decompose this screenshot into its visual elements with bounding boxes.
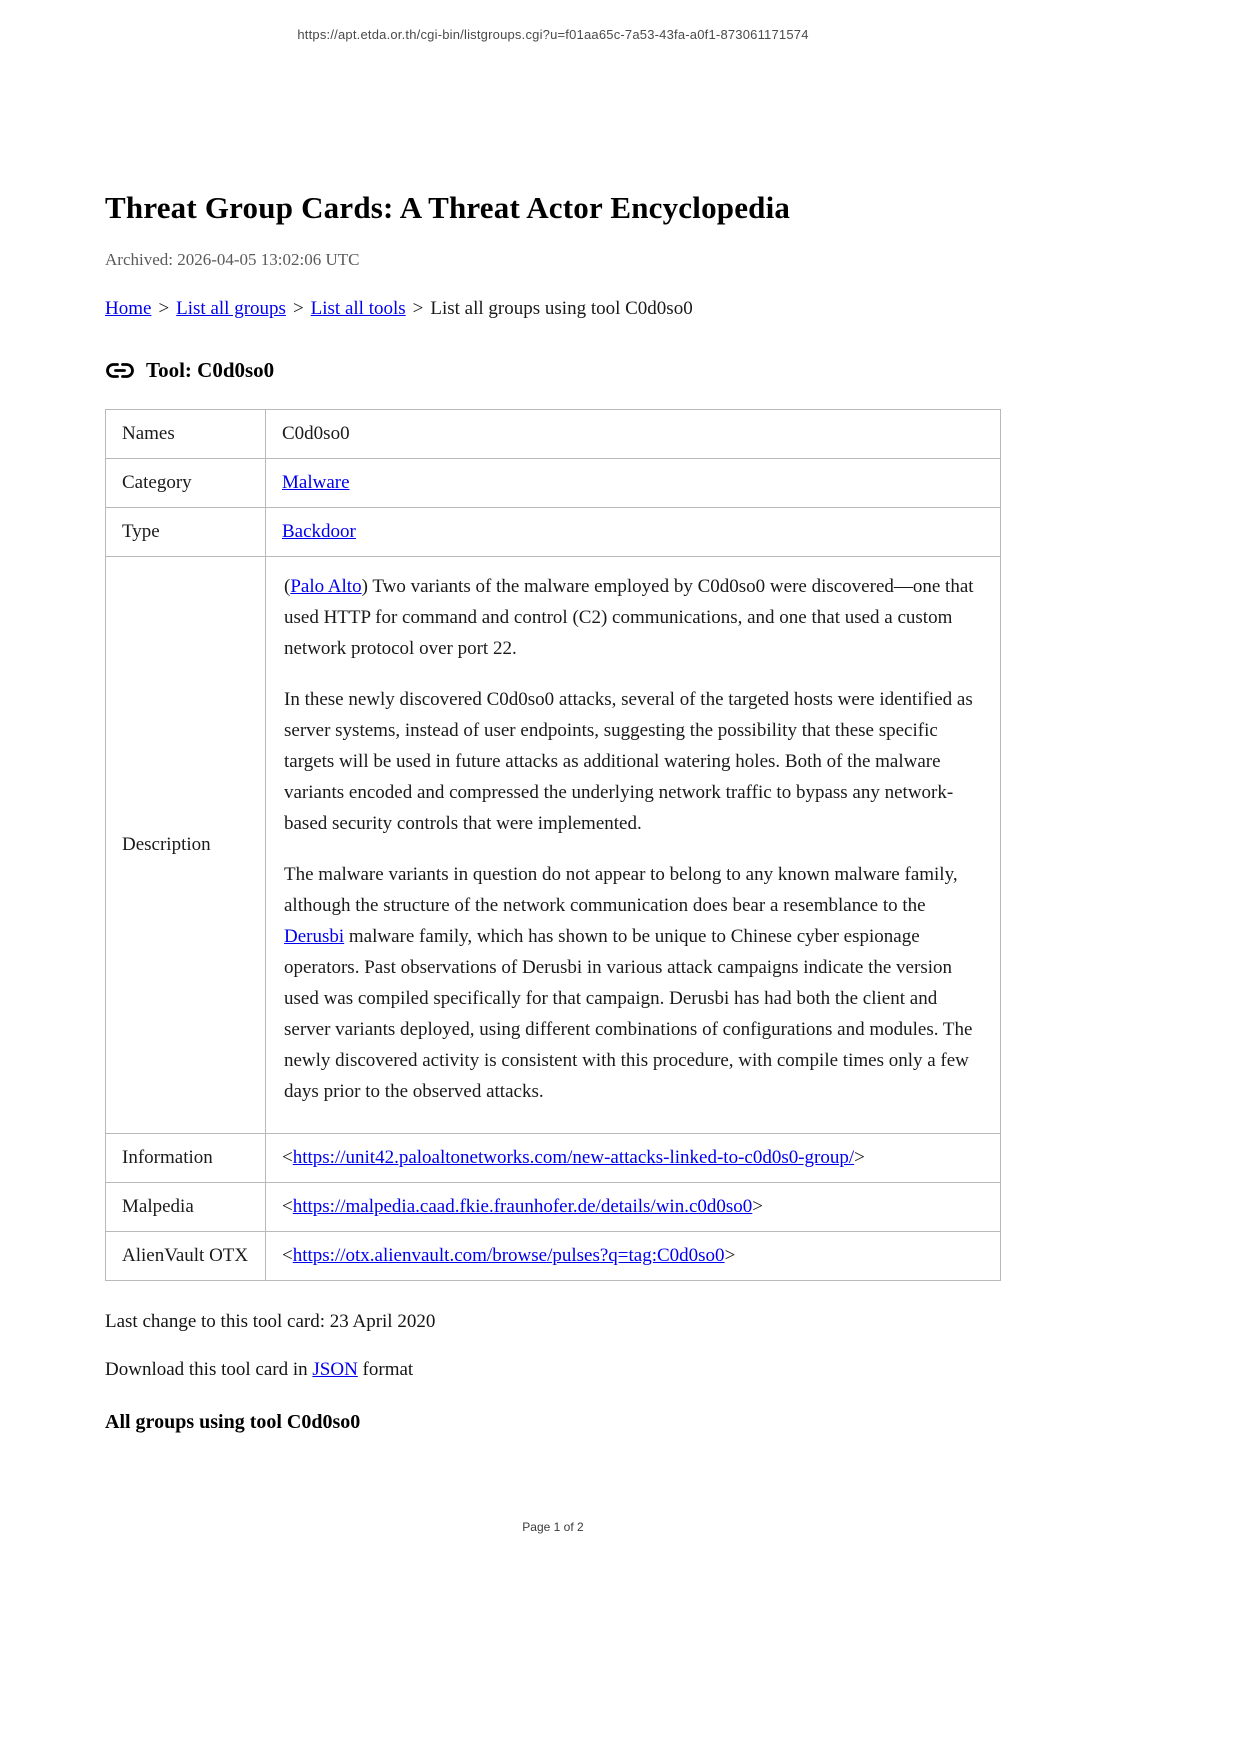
table-row-category [106, 459, 1001, 508]
type-label: Type [106, 508, 266, 557]
archived-timestamp: Archived: 2026-04-05 13:02:06 UTC [105, 250, 360, 269]
type-value [266, 508, 1001, 557]
description-paragraph [284, 571, 982, 664]
description-text: ) Two variants of the malware employed by C0d0so0 were discovered—one that used HTTP for command and control (C2) communications, and one that used a custom network protocol over port 22. [284, 576, 974, 659]
print-header-url: https://apt.etda.or.th/cgi-bin/listgroups.cgi?u=f01aa65c-7a53-43fa-a0f1-873061171574 [297, 27, 809, 42]
download-text: Download this tool card in [105, 1359, 313, 1380]
tool-card-table [105, 409, 1001, 1281]
tool-heading [105, 358, 1001, 383]
description-paragraph: In these newly discovered C0d0so0 attacks, several of the targeted hosts were identified as server systems, instead of user endpoints, suggesting the possibility that these specific targets will be used in future attacks as additional watering holes. Both of the malware variants encoded and compressed the underlying network traffic to bypass any network-based security controls that were implemented. [284, 689, 973, 834]
breadcrumb-list-all-tools-link[interactable]: List all tools [310, 298, 406, 319]
description-value [266, 557, 1001, 1134]
page-title: Threat Group Cards: A Threat Actor Encyclopedia [105, 190, 791, 225]
table-row-type [106, 508, 1001, 557]
alienvault-otx-link[interactable]: https://otx.alienvault.com/browse/pulses?q=tag:C0d0so0 [292, 1245, 725, 1266]
derusbi-link[interactable]: Derusbi [284, 926, 345, 947]
breadcrumb-current: List all groups using tool C0d0so0 [430, 298, 693, 319]
page-number: Page 1 of 2 [522, 1520, 584, 1534]
json-download-link[interactable]: JSON [312, 1359, 358, 1380]
all-groups-heading: All groups using tool C0d0so0 [105, 1411, 361, 1433]
palo-alto-link[interactable]: Palo Alto [290, 576, 362, 597]
type-backdoor-link[interactable]: Backdoor [282, 521, 356, 542]
names-value: C0d0so0 [266, 410, 1001, 459]
information-unit42-link[interactable]: https://unit42.paloaltonetworks.com/new-attacks-linked-to-c0d0s0-group/ [292, 1147, 855, 1168]
breadcrumb [105, 298, 1001, 320]
angle-bracket: < [282, 1147, 293, 1168]
table-row-description [106, 557, 1001, 1134]
names-label: Names [106, 410, 266, 459]
page-content [105, 0, 1001, 1434]
download-line [105, 1359, 1001, 1381]
category-malware-link[interactable]: Malware [282, 472, 350, 493]
angle-bracket: < [282, 1196, 293, 1217]
angle-bracket: > [854, 1147, 865, 1168]
alienvault-value [266, 1232, 1001, 1281]
download-text: format [357, 1359, 414, 1380]
description-label: Description [106, 557, 266, 1134]
table-row-names [106, 410, 1001, 459]
angle-bracket: > [752, 1196, 763, 1217]
description-text: ( [284, 576, 291, 597]
description-text: malware family, which has shown to be unique to Chinese cyber espionage operators. Past observations of Derusbi in various attack campaigns indicate the version used was compiled specifically for that campaign. Derusbi has had both the client and server variants deployed, using different combinations of configurations and modules. The newly discovered activity is consistent with this procedure, with compile times only a few days prior to the observed attacks. [284, 926, 973, 1102]
breadcrumb-separator: > [158, 298, 170, 319]
category-label: Category [106, 459, 266, 508]
link-icon [105, 360, 135, 381]
table-row-alienvault [106, 1232, 1001, 1281]
malpedia-value [266, 1183, 1001, 1232]
category-value [266, 459, 1001, 508]
description-text: The malware variants in question do not appear to belong to any known malware family, although the structure of the network communication does bear a resemblance to the [284, 864, 958, 916]
alienvault-label: AlienVault OTX [106, 1232, 266, 1281]
breadcrumb-separator: > [412, 298, 424, 319]
breadcrumb-list-all-groups-link[interactable]: List all groups [176, 298, 286, 319]
malpedia-label: Malpedia [106, 1183, 266, 1232]
information-value [266, 1134, 1001, 1183]
angle-bracket: < [282, 1245, 293, 1266]
malpedia-link[interactable]: https://malpedia.caad.fkie.fraunhofer.de/details/win.c0d0so0 [292, 1196, 753, 1217]
table-row-information [106, 1134, 1001, 1183]
table-row-malpedia [106, 1183, 1001, 1232]
description-paragraph [284, 859, 982, 1107]
angle-bracket: > [724, 1245, 736, 1266]
information-label: Information [106, 1134, 266, 1183]
breadcrumb-separator: > [292, 298, 304, 319]
tool-heading-text: Tool: C0d0so0 [146, 358, 275, 382]
breadcrumb-home-link[interactable]: Home [105, 298, 152, 319]
last-change-text: Last change to this tool card: 23 April 2020 [105, 1311, 436, 1332]
